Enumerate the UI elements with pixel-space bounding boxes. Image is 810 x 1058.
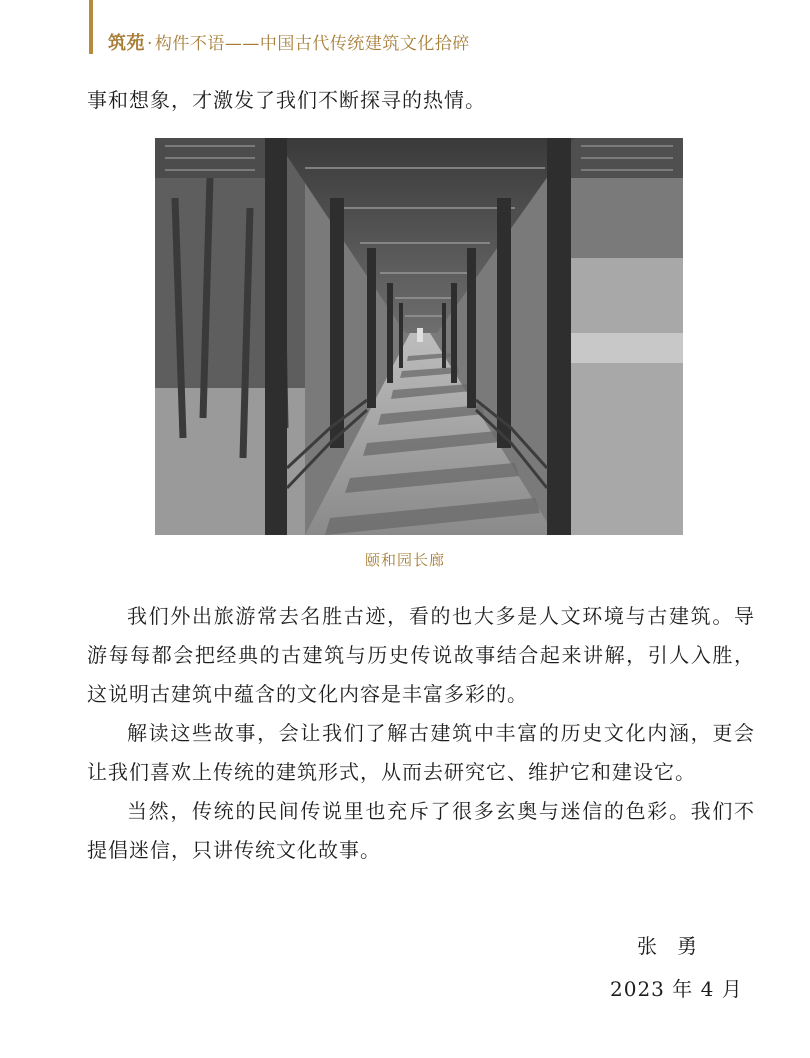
signature-date: 2023 年 4 月 <box>610 977 743 1001</box>
corridor-photo <box>155 138 683 535</box>
header-separator: · <box>147 34 153 54</box>
author-signature: 张勇 <box>637 934 717 958</box>
paragraph: 我们外出旅游常去名胜古迹，看的也大多是人文环境与古建筑。导游每每都会把经典的古建筑与历史传说故事结合起来讲解，引人入胜，这说明古建筑中蕴含的文化内容是丰富多彩的。 <box>87 604 755 706</box>
body-text <box>87 597 755 870</box>
corridor-photo-illustration <box>155 138 683 535</box>
lead-line: 事和想象，才激发了我们不断探寻的热情。 <box>87 88 486 112</box>
paragraph: 当然，传统的民间传说里也充斥了很多玄奥与迷信的色彩。我们不提倡迷信，只讲传统文化故事。 <box>87 799 755 862</box>
running-header <box>108 29 470 57</box>
header-accent-bar <box>89 0 93 54</box>
header-title: 构件不语——中国古代传统建筑文化拾碎 <box>154 34 470 54</box>
paragraph: 解读这些故事，会让我们了解古建筑中丰富的历史文化内涵，更会让我们喜欢上传统的建筑形式，从而去研究它、维护它和建设它。 <box>87 721 755 784</box>
header-brand: 筑苑 <box>108 33 145 54</box>
figure-caption: 颐和园长廊 <box>364 551 445 569</box>
